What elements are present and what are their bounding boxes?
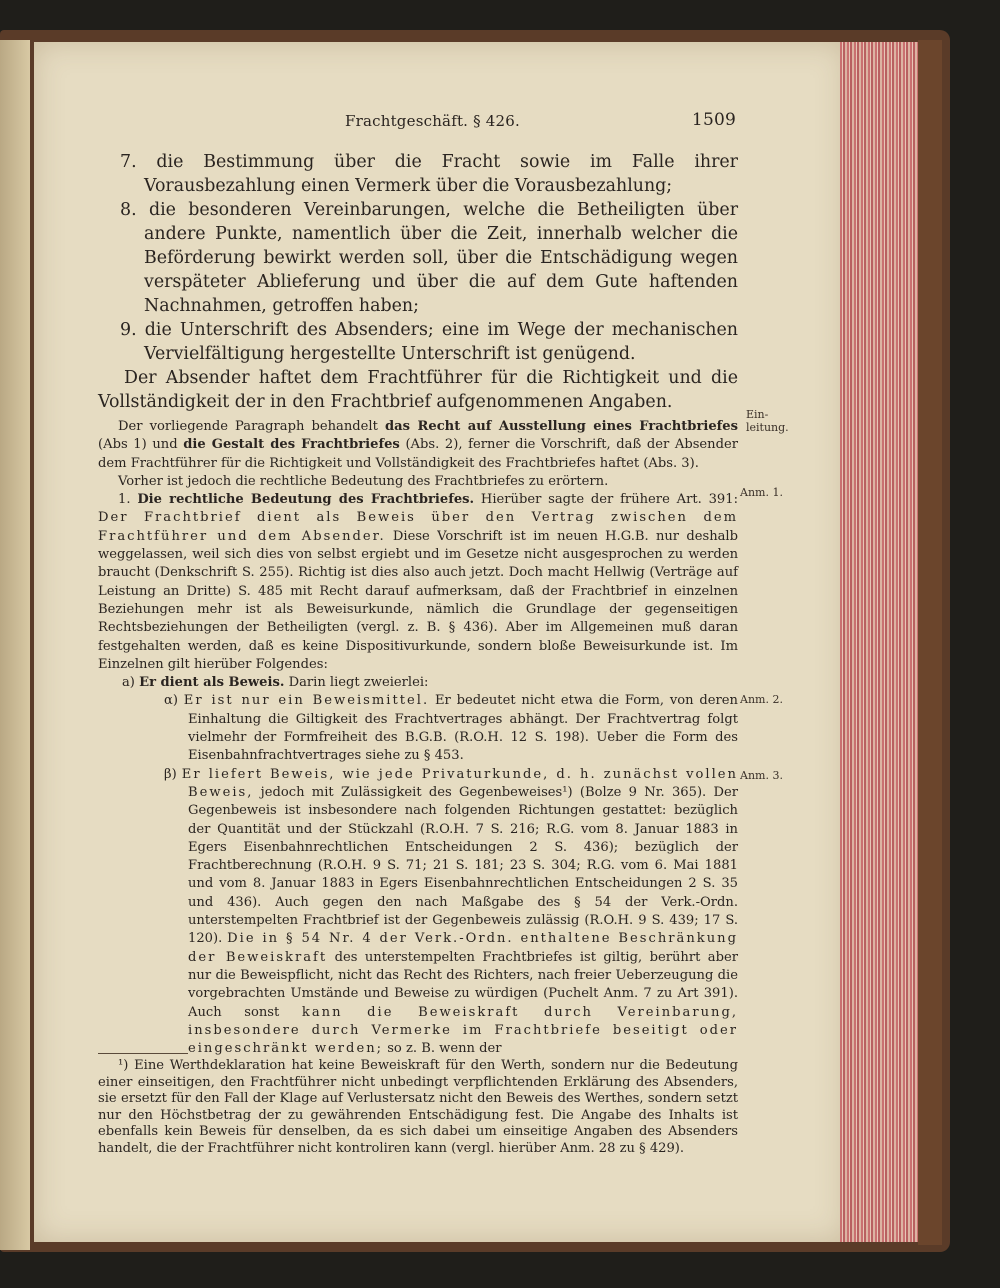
spaced-emphasis: Die in § 54 Nr. 4 der Verk.-Ordn. enthaltene Beschränkung der Beweiskraft [188,931,738,965]
list-item-number: 8. [120,200,137,220]
spaced-emphasis: Er liefert Beweis, wie jede Privaturkunde, d. h. zunächst vollen Beweis, [181,766,738,800]
running-title: Frachtgeschäft. § 426. [345,112,520,130]
numbered-list [98,150,738,414]
subsection-beta [98,766,738,1059]
footnote: ¹) Eine Werthdeklaration hat keine Beweiskraft für den Werth, sondern nur die Bedeutung einer einseitigen, den Frachtführer nicht unbedingt verpflichtenden Erklärung des Absenders, sie ersetzt für den Fall der Klage auf Verlustersatz nicht den Beweis des Werthes, sondern setzt nur den Höchstbetrag der zu gewährenden Entschädigung fest. Die Angabe des Inhalts ist ebenfalls kein Beweis für denselben, da es sich dabei um einseitige Angaben des Absenders handelt, die der Frachtführer nicht kontroliren kann (vergl. hierüber Anm. 28 zu § 429). [98,1058,738,1156]
subsection-heading: Er dient als Beweis. [139,675,285,691]
cover-edge [918,40,942,1245]
page-body [98,150,738,1058]
subsection-text: so z. B. wenn der [383,1041,502,1057]
margin-note-anm-2: Anm. 2. [740,693,783,706]
page-stack-edges [840,42,918,1242]
list-item-text: die besonderen Vereinbarungen, welche die Betheiligten über andere Punkte, namentlich über die Zeit, innerhalb welcher die Beförderung bewirkt werden soll, über die Entschädigung wegen verspäteter Ablieferung und über die auf dem Gute haftenden Nachnahmen, getroffen haben; [144,200,739,316]
intro-text: Der vorliegende Paragraph behandelt [118,419,385,434]
subsection-text: des unterstempelten Frachtbriefes ist giltig, berührt aber nur die Beweispflicht, nicht das Recht des Richters, nach freier Ueberzeugung die vorgebrachten Umstände und Beweise zu würdigen (Puchelt Anm. 7 zu Art 391). Auch sonst [188,949,738,1020]
commentary [98,418,738,1058]
intro-text: (Abs. 2), ferner die Vorschrift, daß der Absender dem Frachtführer für die Richtigkeit und Vollständigkeit des Frachtbriefes haftet (Abs. 3). [98,437,738,471]
commentary-intro-2: Vorher ist jedoch die rechtliche Bedeutung des Frachtbriefes zu erörtern. [118,473,609,489]
subsection-text: jedoch mit Zulässigkeit des Gegenbeweises¹) (Bolze 9 Nr. 365). Der Gegenbeweis ist insbesondere nach folgenden Richtungen gestattet: bezüglich der Quantität und der Stückzahl (R.O.H. 7 S. 216; R.G. vom 8. Januar 1883 in Egers Eisenbahnrechtlichen Entscheidungen 2 S. 436); bezüglich der Frachtberechnung (R.O.H. 9 S. 71; 21 S. 181; 23 S. 304; R.G. vom 6. Mai 1881 und vom 8. Januar 1883 in Egers Eisenbahnrechtlichen Entscheidungen 2 S. 35 und 436). Auch gegen den nach Maßgabe des § 54 der Verk.-Ordn. unterstempelten Frachtbrief ist der Gegenbeweis zulässig (R.O.H. 9 S. 439; 17 S. 120). [188,784,738,947]
list-item-number: 9. [120,320,137,340]
subsection-text: Darin liegt zweierlei: [284,675,429,691]
list-item [98,198,738,318]
intro-bold: die Gestalt des Frachtbriefes [183,437,400,453]
intro-bold: das Recht auf Ausstellung eines Frachtbriefes [384,419,738,434]
spaced-emphasis: kann die Beweiskraft durch Vereinbarung, insbesondere durch Vermerke im Frachtbriefe beseitigt oder eingeschränkt werden; [188,1004,738,1057]
subsection-a [98,674,738,692]
subsection-alpha [98,692,738,765]
page-number: 1509 [691,110,736,130]
section-1 [98,491,738,674]
subsection-label: a) [122,675,135,691]
margin-note-anm-3: Anm. 3. [740,769,783,782]
list-item-text: die Bestimmung über die Fracht sowie im Falle ihrer Vorausbezahlung einen Vermerk über die Vorausbezahlung; [144,152,738,196]
intro-text: (Abs 1) und [98,437,184,453]
left-page-edge [0,40,30,1250]
quoted-article: Der Frachtbrief dient als Beweis über den Vertrag zwischen dem Frachtführer und dem Absender. [98,510,738,544]
commentary-intro [98,418,738,473]
spaced-emphasis: Er ist nur ein Beweismittel. [183,693,430,709]
list-item [98,150,738,198]
subsection-label: β) [164,766,177,782]
margin-note-einleitung: Ein-leitung. [746,408,789,434]
footnote-divider [98,1053,188,1054]
section-text: Hierüber sagte der frühere Art. 391: [474,492,738,508]
list-item-number: 7. [120,152,137,172]
section-text: Diese Vorschrift ist im neuen H.G.B. nur deshalb weggelassen, weil sich dies von selbst ergiebt und im Gesetze nicht ausgesprochen zu werden braucht (Denkschrift S. 255). Richtig ist dies also auch jetzt. Doch macht Hellwig (Verträge auf Leistung an Dritte) S. 485 mit Recht darauf aufmerksam, daß der Frachtbrief in einzelnen Beziehungen mehr ist als Beweisurkunde, nämlich die Grundlage der gegenseitigen Rechtsbeziehungen der Betheiligten (vergl. z. B. § 436). Aber im Allgemeinen muß daran festgehalten werden, daß es keine Dispositivurkunde, sondern bloße Beweisurkunde ist. Im Einzelnen gilt hierüber Folgendes: [98,528,738,672]
section-heading: Die rechtliche Bedeutung des Frachtbriefes. [137,492,475,508]
list-item-text: die Unterschrift des Absenders; eine im Wege der mechanischen Vervielfältigung hergestellte Unterschrift ist genügend. [144,320,738,364]
subsection-text: Er bedeutet nicht etwa die Form, von deren Einhaltung die Giltigkeit des Frachtvertrages abhängt. Der Frachtvertrag folgt vielmehr der Formfreiheit des B.G.B. (R.O.H. 12 S. 198). Ueber die Form des Eisenbahnfrachtvertrages siehe zu § 453. [188,693,738,764]
margin-note-anm-1: Anm. 1. [740,486,783,499]
list-item [98,318,738,366]
section-number: 1. [118,492,131,508]
subsection-label: α) [164,693,178,709]
liability-paragraph: Der Absender haftet dem Frachtführer für die Richtigkeit und die Vollständigkeit der in den Frachtbrief aufgenommenen Angaben. [98,368,738,412]
